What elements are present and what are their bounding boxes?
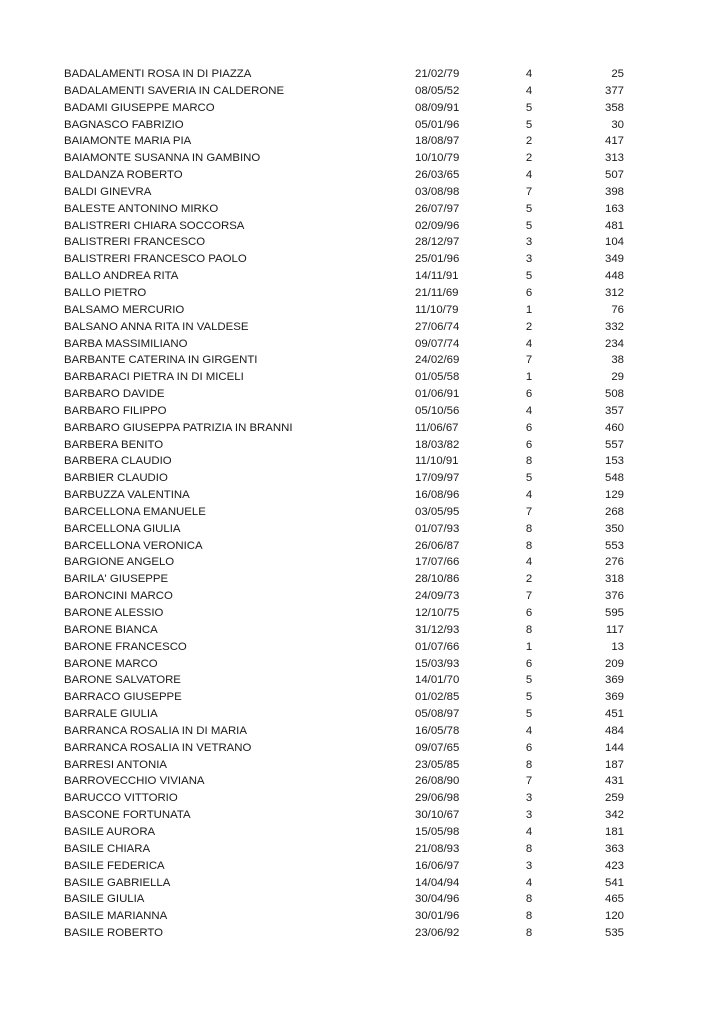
person-name: BARBARO DAVIDE xyxy=(64,388,165,401)
list-row xyxy=(64,504,644,521)
list-row xyxy=(64,790,644,807)
list-row xyxy=(64,908,644,925)
birth-date: 26/08/90 xyxy=(415,775,460,788)
list-row xyxy=(64,218,644,235)
person-name: BARRANCA ROSALIA IN VETRANO xyxy=(64,741,252,754)
group-number: 8 xyxy=(525,758,533,771)
person-name: BARCELLONA VERONICA xyxy=(64,539,203,552)
list-row xyxy=(64,100,644,117)
list-row xyxy=(64,150,644,167)
birth-date: 01/07/66 xyxy=(415,640,460,653)
birth-date: 11/10/91 xyxy=(415,455,459,468)
person-name: BALLO PIETRO xyxy=(64,286,147,299)
list-row xyxy=(64,639,644,656)
person-name: BARRESI ANTONIA xyxy=(64,758,167,771)
group-number: 5 xyxy=(525,219,533,232)
person-name: BARBARO GIUSEPPA PATRIZIA IN BRANNI xyxy=(64,421,293,434)
birth-date: 14/11/91 xyxy=(415,270,459,283)
person-name: BARONE FRANCESCO xyxy=(64,640,187,653)
list-row xyxy=(64,234,644,251)
group-number: 8 xyxy=(525,522,533,535)
birth-date: 30/01/96 xyxy=(415,910,460,923)
position-value: 595 xyxy=(604,607,624,619)
position-value: 76 xyxy=(611,303,624,316)
position-value: 460 xyxy=(604,421,624,434)
position-value: 276 xyxy=(604,556,624,569)
person-name: BARCELLONA EMANUELE xyxy=(64,505,206,518)
birth-date: 15/05/98 xyxy=(415,825,460,838)
list-row xyxy=(64,689,644,706)
birth-date: 27/06/74 xyxy=(415,320,460,333)
list-row xyxy=(64,605,644,622)
person-name: BARBANTE CATERINA IN GIRGENTI xyxy=(64,354,258,367)
list-row xyxy=(64,656,644,673)
person-name: BALISTRERI CHIARA SOCCORSA xyxy=(64,219,245,232)
position-value: 398 xyxy=(604,185,624,198)
group-number: 5 xyxy=(525,472,533,485)
person-name: BALISTRERI FRANCESCO xyxy=(64,236,206,249)
birth-date: 01/07/93 xyxy=(415,522,460,535)
person-name: BARGIONE ANGELO xyxy=(64,556,175,569)
person-name: BALESTE ANTONINO MIRKO xyxy=(64,202,219,215)
list-row xyxy=(64,167,644,184)
list-row xyxy=(64,66,644,83)
person-name: BASILE FEDERICA xyxy=(64,859,165,872)
position-value: 332 xyxy=(604,320,624,333)
position-value: 129 xyxy=(604,489,624,502)
birth-date: 28/12/97 xyxy=(415,236,460,249)
birth-date: 09/07/65 xyxy=(415,741,460,754)
group-number: 6 xyxy=(525,741,533,754)
list-row xyxy=(64,184,644,201)
position-value: 259 xyxy=(604,792,624,805)
group-number: 4 xyxy=(525,68,533,80)
group-number: 4 xyxy=(525,825,533,838)
birth-date: 26/06/87 xyxy=(415,539,460,552)
birth-date: 24/02/69 xyxy=(415,354,460,367)
position-value: 557 xyxy=(604,438,624,451)
birth-date: 25/01/96 xyxy=(415,253,460,266)
group-number: 2 xyxy=(525,135,533,148)
birth-date: 01/05/58 xyxy=(415,371,460,384)
person-name: BALDANZA ROBERTO xyxy=(64,169,183,182)
group-number: 8 xyxy=(525,539,533,552)
position-value: 448 xyxy=(604,270,624,283)
birth-date: 30/04/96 xyxy=(415,893,460,906)
list-row xyxy=(64,285,644,302)
group-number: 8 xyxy=(525,455,533,468)
person-name: BASILE CHIARA xyxy=(64,842,151,855)
birth-date: 08/09/91 xyxy=(415,101,460,114)
group-number: 7 xyxy=(525,775,533,788)
list-row xyxy=(64,83,644,100)
position-value: 104 xyxy=(604,236,624,249)
position-value: 431 xyxy=(604,775,624,788)
birth-date: 17/07/66 xyxy=(415,556,460,569)
person-name: BAGNASCO FABRIZIO xyxy=(64,118,184,131)
position-value: 349 xyxy=(604,253,624,266)
position-value: 163 xyxy=(604,202,624,215)
list-row xyxy=(64,470,644,487)
group-number: 4 xyxy=(525,84,533,97)
position-value: 377 xyxy=(604,84,624,97)
list-row xyxy=(64,302,644,319)
position-value: 451 xyxy=(604,708,624,721)
group-number: 4 xyxy=(525,489,533,502)
person-name: BALSANO ANNA RITA IN VALDESE xyxy=(64,320,249,333)
birth-date: 05/01/96 xyxy=(415,118,460,131)
birth-date: 21/02/79 xyxy=(415,68,460,80)
group-number: 4 xyxy=(525,404,533,417)
list-row xyxy=(64,588,644,605)
birth-date: 15/03/93 xyxy=(415,657,460,670)
person-name: BARCELLONA GIULIA xyxy=(64,522,181,535)
birth-date: 14/01/70 xyxy=(415,674,460,687)
list-row xyxy=(64,133,644,150)
group-number: 8 xyxy=(525,842,533,855)
group-number: 2 xyxy=(525,320,533,333)
group-number: 8 xyxy=(525,927,533,940)
list-row xyxy=(64,807,644,824)
group-number: 1 xyxy=(525,303,533,316)
list-row xyxy=(64,201,644,218)
group-number: 7 xyxy=(525,185,533,198)
person-name: BARBUZZA VALENTINA xyxy=(64,489,190,502)
person-name: BAIAMONTE MARIA PIA xyxy=(64,135,192,148)
group-number: 6 xyxy=(525,286,533,299)
group-number: 3 xyxy=(525,792,533,805)
person-name: BADALAMENTI SAVERIA IN CALDERONE xyxy=(64,84,285,97)
group-number: 3 xyxy=(525,809,533,822)
group-number: 6 xyxy=(525,421,533,434)
person-name: BARBA MASSIMILIANO xyxy=(64,337,188,350)
position-value: 312 xyxy=(604,286,624,299)
position-value: 153 xyxy=(604,455,624,468)
list-row xyxy=(64,622,644,639)
position-value: 209 xyxy=(604,657,624,670)
birth-date: 08/05/52 xyxy=(415,84,460,97)
group-number: 5 xyxy=(525,674,533,687)
position-value: 120 xyxy=(604,910,624,923)
group-number: 8 xyxy=(525,893,533,906)
person-name: BARRANCA ROSALIA IN DI MARIA xyxy=(64,724,247,737)
birth-date: 05/10/56 xyxy=(415,404,460,417)
list-row xyxy=(64,773,644,790)
position-value: 30 xyxy=(611,118,624,131)
person-name: BASILE GABRIELLA xyxy=(64,876,171,889)
position-value: 38 xyxy=(611,354,624,367)
group-number: 4 xyxy=(525,876,533,889)
position-value: 508 xyxy=(604,388,624,401)
position-value: 13 xyxy=(611,640,624,653)
birth-date: 16/06/97 xyxy=(415,859,460,872)
list-row xyxy=(64,117,644,134)
group-number: 7 xyxy=(525,354,533,367)
group-number: 7 xyxy=(525,590,533,603)
position-value: 144 xyxy=(604,741,624,754)
position-value: 187 xyxy=(604,758,624,771)
person-name: BASILE GIULIA xyxy=(64,893,145,906)
birth-date: 26/03/65 xyxy=(415,169,460,182)
person-name: BALSAMO MERCURIO xyxy=(64,303,185,316)
birth-date: 05/08/97 xyxy=(415,708,460,721)
group-number: 4 xyxy=(525,556,533,569)
group-number: 6 xyxy=(525,438,533,451)
list-row xyxy=(64,352,644,369)
birth-date: 23/06/92 xyxy=(415,927,460,940)
position-value: 342 xyxy=(604,809,624,822)
group-number: 4 xyxy=(525,169,533,182)
group-number: 8 xyxy=(525,910,533,923)
list-row xyxy=(64,403,644,420)
birth-date: 14/04/94 xyxy=(415,876,460,889)
group-number: 2 xyxy=(525,152,533,165)
birth-date: 01/06/91 xyxy=(415,388,460,401)
group-number: 5 xyxy=(525,691,533,704)
list-row xyxy=(64,386,644,403)
person-name: BARUCCO VITTORIO xyxy=(64,792,178,805)
list-row xyxy=(64,369,644,386)
person-name: BASCONE FORTUNATA xyxy=(64,809,191,822)
birth-date: 16/05/78 xyxy=(415,724,460,737)
list-row xyxy=(64,757,644,774)
group-number: 1 xyxy=(525,371,533,384)
list-row xyxy=(64,723,644,740)
group-number: 3 xyxy=(525,253,533,266)
birth-date: 21/08/93 xyxy=(415,842,460,855)
person-name: BARBERA BENITO xyxy=(64,438,164,451)
position-value: 507 xyxy=(604,169,624,182)
group-number: 3 xyxy=(525,236,533,249)
position-value: 318 xyxy=(604,573,624,586)
birth-date: 30/10/67 xyxy=(415,809,460,822)
group-number: 5 xyxy=(525,270,533,283)
group-number: 6 xyxy=(525,657,533,670)
position-value: 350 xyxy=(604,522,624,535)
position-value: 553 xyxy=(604,539,624,552)
position-value: 313 xyxy=(604,152,624,165)
birth-date: 18/08/97 xyxy=(415,135,460,148)
birth-date: 03/05/95 xyxy=(415,505,460,518)
group-number: 5 xyxy=(525,708,533,721)
list-row xyxy=(64,706,644,723)
position-value: 535 xyxy=(604,927,624,940)
birth-date: 03/08/98 xyxy=(415,185,460,198)
birth-date: 24/09/73 xyxy=(415,590,460,603)
person-name: BAIAMONTE SUSANNA IN GAMBINO xyxy=(64,152,261,165)
list-row xyxy=(64,925,644,942)
list-row xyxy=(64,336,644,353)
birth-date: 09/07/74 xyxy=(415,337,460,350)
position-value: 357 xyxy=(604,404,624,417)
birth-date: 23/05/85 xyxy=(415,758,460,771)
birth-date: 01/02/85 xyxy=(415,691,460,704)
group-number: 5 xyxy=(525,118,533,131)
person-name: BALDI GINEVRA xyxy=(64,185,152,198)
person-name: BALLO ANDREA RITA xyxy=(64,270,179,283)
person-name: BASILE MARIANNA xyxy=(64,910,168,923)
position-value: 376 xyxy=(604,590,624,603)
list-row xyxy=(64,571,644,588)
list-row xyxy=(64,824,644,841)
list-row xyxy=(64,554,644,571)
position-value: 234 xyxy=(604,337,624,350)
ranking-list xyxy=(64,66,644,942)
birth-date: 21/11/69 xyxy=(415,286,459,299)
group-number: 4 xyxy=(525,337,533,350)
position-value: 363 xyxy=(604,842,624,855)
group-number: 1 xyxy=(525,640,533,653)
birth-date: 17/09/97 xyxy=(415,472,460,485)
position-value: 29 xyxy=(611,371,624,384)
position-value: 358 xyxy=(604,101,624,114)
position-value: 117 xyxy=(605,623,624,636)
birth-date: 11/06/67 xyxy=(415,421,459,434)
person-name: BALISTRERI FRANCESCO PAOLO xyxy=(64,253,247,266)
person-name: BASILE AURORA xyxy=(64,825,156,838)
group-number: 3 xyxy=(525,859,533,872)
birth-date: 10/10/79 xyxy=(415,152,460,165)
list-row xyxy=(64,858,644,875)
birth-date: 02/09/96 xyxy=(415,219,460,232)
position-value: 481 xyxy=(604,219,624,232)
list-row xyxy=(64,891,644,908)
list-row xyxy=(64,875,644,892)
list-row xyxy=(64,453,644,470)
person-name: BARONE ALESSIO xyxy=(64,607,164,619)
group-number: 5 xyxy=(525,202,533,215)
list-row xyxy=(64,672,644,689)
position-value: 369 xyxy=(604,674,624,687)
birth-date: 29/06/98 xyxy=(415,792,460,805)
person-name: BASILE ROBERTO xyxy=(64,927,163,940)
birth-date: 31/12/93 xyxy=(415,623,460,636)
group-number: 5 xyxy=(525,101,533,114)
person-name: BARONE MARCO xyxy=(64,657,158,670)
person-name: BARBARACI PIETRA IN DI MICELI xyxy=(64,371,244,384)
position-value: 417 xyxy=(604,135,624,148)
group-number: 2 xyxy=(525,573,533,586)
person-name: BARRACO GIUSEPPE xyxy=(64,691,182,704)
position-value: 369 xyxy=(604,691,624,704)
person-name: BADAMI GIUSEPPE MARCO xyxy=(64,101,215,114)
list-row xyxy=(64,251,644,268)
list-row xyxy=(64,437,644,454)
birth-date: 26/07/97 xyxy=(415,202,460,215)
birth-date: 11/10/79 xyxy=(415,303,459,316)
list-row xyxy=(64,268,644,285)
person-name: BARONE SALVATORE xyxy=(64,674,181,687)
position-value: 465 xyxy=(604,893,624,906)
position-value: 268 xyxy=(604,505,624,518)
position-value: 541 xyxy=(604,876,624,889)
list-row xyxy=(64,538,644,555)
person-name: BARBARO FILIPPO xyxy=(64,404,167,417)
birth-date: 12/10/75 xyxy=(415,607,460,619)
group-number: 7 xyxy=(525,505,533,518)
list-row xyxy=(64,487,644,504)
person-name: BARONCINI MARCO xyxy=(64,590,173,603)
birth-date: 18/03/82 xyxy=(415,438,460,451)
position-value: 181 xyxy=(604,825,624,838)
person-name: BARBIER CLAUDIO xyxy=(64,472,168,485)
person-name: BARRALE GIULIA xyxy=(64,708,158,721)
person-name: BARBERA CLAUDIO xyxy=(64,455,172,468)
person-name: BARONE BIANCA xyxy=(64,623,158,636)
list-row xyxy=(64,521,644,538)
position-value: 548 xyxy=(604,472,624,485)
position-value: 25 xyxy=(611,68,624,80)
position-value: 423 xyxy=(604,859,624,872)
position-value: 484 xyxy=(604,724,624,737)
list-row xyxy=(64,740,644,757)
list-row xyxy=(64,420,644,437)
group-number: 6 xyxy=(525,388,533,401)
birth-date: 28/10/86 xyxy=(415,573,460,586)
person-name: BARROVECCHIO VIVIANA xyxy=(64,775,205,788)
list-row xyxy=(64,841,644,858)
group-number: 4 xyxy=(525,724,533,737)
person-name: BARILA' GIUSEPPE xyxy=(64,573,169,586)
group-number: 8 xyxy=(525,623,533,636)
list-row xyxy=(64,319,644,336)
birth-date: 16/08/96 xyxy=(415,489,460,502)
person-name: BADALAMENTI ROSA IN DI PIAZZA xyxy=(64,68,252,80)
group-number: 6 xyxy=(525,607,533,619)
